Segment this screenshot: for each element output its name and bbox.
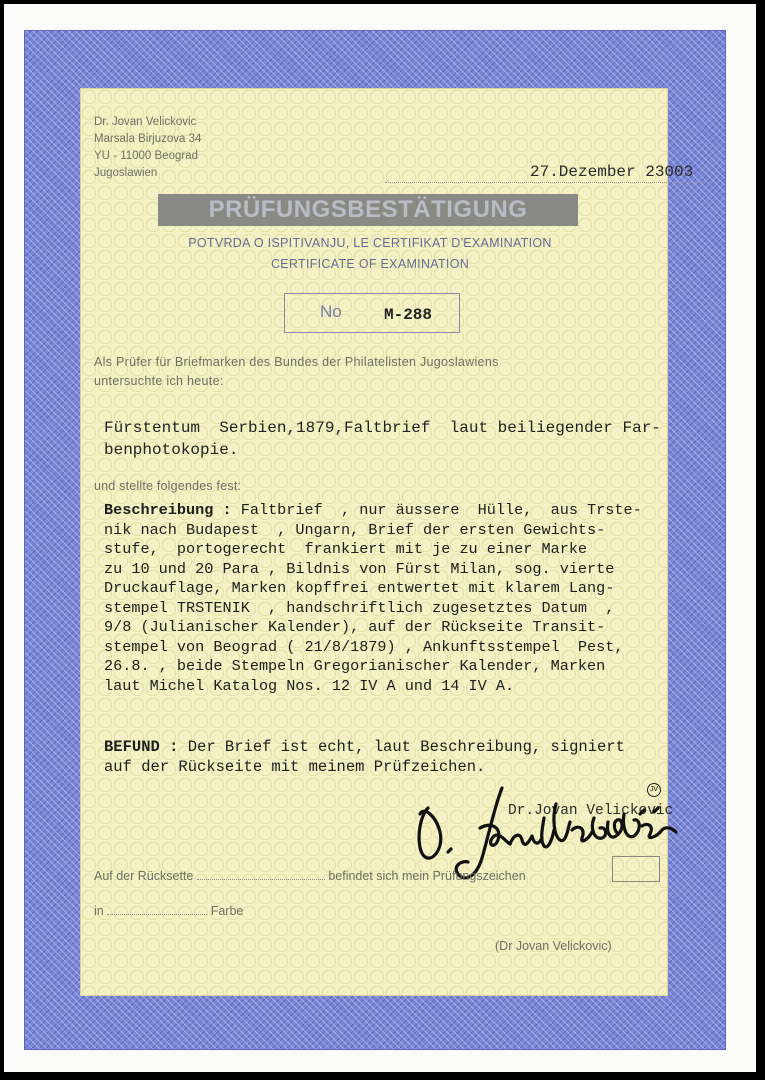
dotted-line xyxy=(197,869,325,880)
subtitle-english: CERTIFICATE OF EXAMINATION xyxy=(270,257,470,271)
description-line: laut Michel Katalog Nos. 12 IV A und 14 IV A. xyxy=(104,676,515,695)
typed-signature: Dr.Jovan Velickovic xyxy=(508,803,674,819)
intro-line: untersuchte ich heute: xyxy=(94,374,224,388)
number-label: No xyxy=(320,302,342,321)
color-label: Farbe xyxy=(210,904,244,918)
description-line: nik nach Budapest , Ungarn, Brief der ersten Gewichts- xyxy=(104,520,606,539)
back-side-text: befindet sich mein Prüfungszeichen xyxy=(328,869,526,883)
befund-line: Der Brief ist echt, laut Beschreibung, signiert xyxy=(178,738,625,756)
address-country: Jugoslawien xyxy=(94,167,158,179)
subject-line: benphotokopie. xyxy=(104,441,239,459)
intro-text xyxy=(94,353,499,391)
mark-box xyxy=(612,856,660,882)
certificate-title: PRÜFUNGSBESTÄTIGUNG xyxy=(158,194,578,226)
signer-caption: (Dr Jovan Velickovic) xyxy=(495,939,612,953)
address-name: Dr. Jovan Velickovic xyxy=(94,116,197,128)
address-street: Marsala Birjuzova 34 xyxy=(94,133,202,145)
sender-address xyxy=(94,114,201,182)
address-city: YU - 11000 Beograd xyxy=(94,150,198,162)
befund-label: BEFUND : xyxy=(104,738,179,756)
description-line: stempel TRSTENIK , handschriftlich zugesetztes Datum , xyxy=(104,598,615,617)
description-line: stufe, portogerecht frankiert mit je zu einer Marke xyxy=(104,540,588,558)
description-block xyxy=(104,501,724,696)
certificate-number: M-288 xyxy=(384,306,433,324)
color-prefix: in xyxy=(94,904,104,918)
description-line: 9/8 (Julianischer Kalender), auf der Rückseite Transit- xyxy=(104,618,606,636)
description-line: 26.8. , beide Stempeln Gregorianischer Kalender, Marken xyxy=(104,657,606,675)
certificate-date: 27.Dezember 23003 xyxy=(530,163,694,181)
description-line: Druckauflage, Marken kopffrei entwertet mit klarem Lang- xyxy=(104,579,615,597)
number-box xyxy=(284,293,460,333)
intro-line: Als Prüfer für Briefmarken des Bundes der Philatelisten Jugoslawiens xyxy=(94,355,499,369)
date-line xyxy=(385,182,705,183)
description-line: stempel von Beograd ( 21/8/1879) , Ankunftsstempel Pest, xyxy=(104,637,624,656)
examiner-mark: JV xyxy=(647,783,661,797)
description-label: Beschreibung : xyxy=(104,501,232,519)
color-line xyxy=(94,904,243,918)
subject-line: Fürstentum Serbien,1879,Faltbrief laut beiliegender Far- xyxy=(104,419,661,437)
subtitle-multilang: POTVRDA O ISPITIVANJU, LE CERTIFIKAT D'EXAMINATION xyxy=(188,236,552,250)
back-side-label: Auf der Rücksette xyxy=(94,869,194,883)
description-line: Faltbrief , nur äussere Hülle, aus Trste- xyxy=(231,501,642,519)
subject-text xyxy=(104,417,661,461)
befund-line: auf der Rückseite mit meinem Prüfzeichen. xyxy=(104,758,486,776)
back-side-line xyxy=(94,869,526,883)
befund-block xyxy=(104,737,625,777)
found-label: und stellte folgendes fest: xyxy=(94,479,242,493)
description-line: zu 10 und 20 Para , Bildnis von Fürst Milan, sog. vierte xyxy=(104,559,615,578)
dotted-line xyxy=(107,904,207,915)
